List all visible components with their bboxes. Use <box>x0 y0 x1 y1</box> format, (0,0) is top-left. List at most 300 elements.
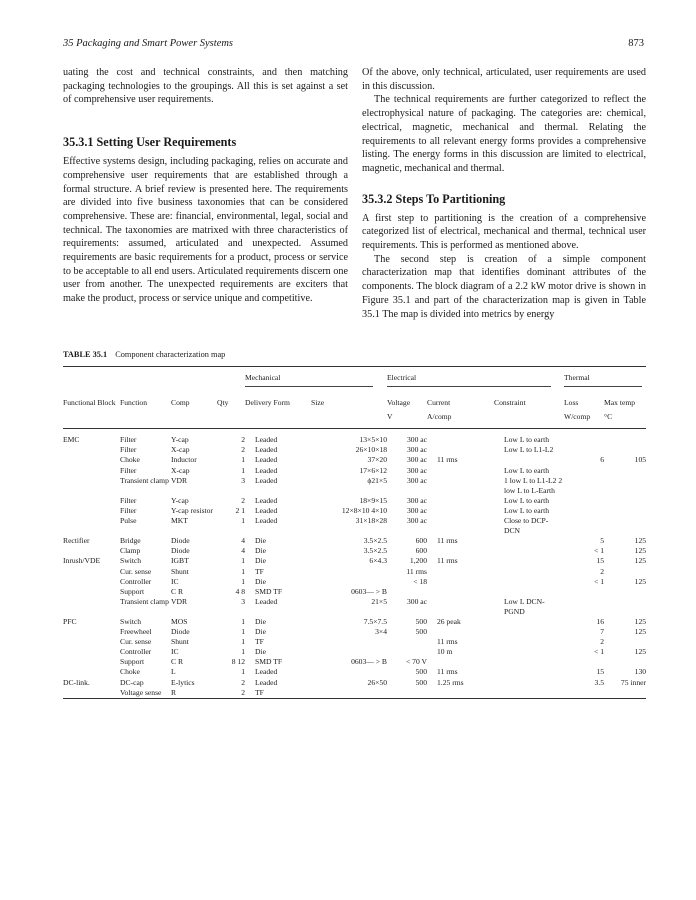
cell-current <box>427 577 494 587</box>
cell-delivery-form: Leaded <box>255 505 278 515</box>
table-units-row <box>63 408 646 429</box>
cell-comp: L <box>171 667 176 677</box>
paragraph: uating the cost and technical constraints, and then matching packaging technologies to the groupings. All this is set against a set of comprehensive user requirements. <box>63 67 348 106</box>
cell-max-temp <box>604 597 646 617</box>
header-chapter-title: 35 Packaging and Smart Power Systems <box>63 38 234 49</box>
paragraph: A first step to partitioning is the creation of a comprehensive categorized list of electrical, mechanical and thermal, technical user requirements. This is performed as mentioned above. <box>362 212 646 252</box>
cell-function: Pulse <box>120 516 137 526</box>
cell-functional-block: Inrush/VDE <box>63 556 101 566</box>
cell-comp: Diode <box>171 627 190 637</box>
col-header-function: Function <box>120 398 148 408</box>
table-caption <box>63 350 225 359</box>
cell-delivery-form: Die <box>255 556 266 566</box>
cell-voltage: 500 <box>415 616 427 626</box>
cell-loss: 15 <box>596 667 605 677</box>
cell-max-temp <box>604 445 646 455</box>
table-group-header-row <box>63 367 646 396</box>
cell-qty: 1 <box>241 576 245 586</box>
table-row <box>63 688 646 699</box>
cell-functional-block <box>63 667 120 677</box>
table-row <box>63 445 646 455</box>
cell-current <box>427 466 494 476</box>
paragraph: The technical requirements are further categorized to reflect the electrophysical nature of packaging. The categories are: chemical, electrical, magnetic, mechanical and thermal. Relating the requirements to all relevant energy forms provides a comprehensive listing. The energy forms in this discussion are limited to electrical, magnetic, mechanical and thermal. <box>362 94 646 174</box>
cell-function: Clamp <box>120 546 141 556</box>
cell-functional-block <box>63 466 120 476</box>
table-row <box>63 556 646 566</box>
cell-constraint: Low L to earth <box>504 505 550 515</box>
cell-loss <box>564 466 604 476</box>
cell-max-temp <box>604 506 646 516</box>
cell-qty: 2 <box>241 687 245 697</box>
cell-delivery-form: TF <box>255 566 264 576</box>
table-body <box>63 429 646 698</box>
table-row <box>63 637 646 647</box>
cell-voltage <box>387 688 427 699</box>
cell-size: 17×6×12 <box>359 465 387 475</box>
cell-delivery-form: Leaded <box>255 465 278 475</box>
cell-function: Switch <box>120 616 142 626</box>
cell-size <box>311 577 387 587</box>
cell-function: Bridge <box>120 536 141 546</box>
cell-max-temp: 130 <box>634 667 647 677</box>
paragraph: Of the above, only technical, articulated, user requirements are used in this discussion. <box>362 67 646 92</box>
cell-delivery-form: Leaded <box>255 596 278 606</box>
cell-function: Transient clamp <box>120 475 169 485</box>
cell-current: 11 rms <box>437 667 458 677</box>
cell-comp: C R <box>171 586 184 596</box>
cell-constraint <box>494 678 564 688</box>
cell-functional-block <box>63 506 120 516</box>
cell-functional-block <box>63 637 120 647</box>
table-row <box>63 536 646 546</box>
cell-constraint <box>494 556 564 566</box>
cell-constraint <box>494 688 564 699</box>
cell-constraint: Low L to earth <box>504 495 550 505</box>
cell-functional-block <box>63 445 120 455</box>
cell-current <box>427 496 494 506</box>
cell-size <box>311 688 387 699</box>
cell-delivery-form: Die <box>255 576 266 586</box>
cell-max-temp <box>604 466 646 476</box>
cell-delivery-form: SMD TF <box>255 657 283 667</box>
cell-function: DC-cap <box>120 677 144 687</box>
section-heading-steps-to-partitioning: 35.3.2 Steps To Partitioning <box>362 191 506 206</box>
cell-voltage: < 18 <box>413 576 427 586</box>
cell-qty: 4 <box>241 536 245 546</box>
table-row <box>63 466 646 476</box>
cell-constraint: Low L to earth <box>504 465 550 475</box>
cell-loss: 3.5 <box>594 677 605 687</box>
cell-current <box>427 506 494 516</box>
cell-loss: 6 <box>600 455 605 465</box>
table-row <box>63 678 646 688</box>
cell-voltage: 300 ac <box>406 455 427 465</box>
col-header-comp: Comp <box>171 398 190 408</box>
cell-size: 26×50 <box>367 677 387 687</box>
table-row <box>63 627 646 637</box>
table-row <box>63 567 646 577</box>
cell-function: Switch <box>120 556 142 566</box>
unit-voltage: V <box>387 412 393 422</box>
cell-functional-block <box>63 647 120 657</box>
cell-comp: Y-cap <box>171 495 189 505</box>
cell-comp: Diode <box>171 546 190 556</box>
cell-size: 12×8×10 4×10 <box>341 505 387 515</box>
cell-size: 3.5×2.5 <box>363 536 387 546</box>
cell-qty: 1 <box>241 465 245 475</box>
col-header-delivery-form: Delivery Form <box>245 398 290 408</box>
cell-voltage: 300 ac <box>406 445 427 455</box>
cell-voltage: 1,200 <box>409 556 427 566</box>
cell-qty: 1 <box>241 647 245 657</box>
col-header-loss: Loss <box>564 398 579 408</box>
cell-size: 18×9×15 <box>359 495 387 505</box>
table-row <box>63 546 646 556</box>
cell-delivery-form: Leaded <box>255 516 278 526</box>
cell-function: Controller <box>120 576 152 586</box>
cell-qty: 1 <box>241 556 245 566</box>
cell-comp: R <box>171 687 177 697</box>
cell-functional-block <box>63 688 120 699</box>
cell-comp: VDR <box>171 596 188 606</box>
cell-voltage: 300 ac <box>406 465 427 475</box>
cell-max-temp <box>604 587 646 597</box>
cell-size: 3.5×2.5 <box>363 546 387 556</box>
cell-delivery-form: Die <box>255 647 266 657</box>
cell-voltage: 500 <box>415 667 427 677</box>
cell-functional-block <box>63 476 120 496</box>
cell-qty: 2 <box>241 445 245 455</box>
cell-functional-block <box>63 597 120 617</box>
text-column-right <box>362 66 646 321</box>
cell-function: Filter <box>120 435 137 445</box>
table-row <box>63 506 646 516</box>
paragraph: Effective systems design, including packaging, relies on accurate and comprehensive user requirements that are established through a formal structure. A brief review is presented here. The requirements are divided into five business taxonomies that can be considered comprehensive. These are: financial, environmental, legal, social and technical. The taxonomies are matrixed with three characteristics of requirements: assumed, articulated and unexpected. Assumed requirements are basic requirements for a product, process or service to be acceptable to all end users. Articulated requirements discern one user from another. The unexpected requirements are exciters that make the product, process or service unique and competitive. <box>63 156 348 305</box>
cell-loss <box>564 496 604 506</box>
cell-size: 37×20 <box>367 455 387 465</box>
cell-constraint <box>494 546 564 556</box>
table-row <box>63 647 646 657</box>
cell-comp: X-cap <box>171 445 190 455</box>
cell-qty: 1 <box>241 516 245 526</box>
cell-delivery-form: Leaded <box>255 495 278 505</box>
cell-loss <box>564 597 604 617</box>
table-caption-label: TABLE 35.1 <box>63 350 108 359</box>
cell-current <box>427 688 494 699</box>
cell-size: 0603— > B <box>351 657 387 667</box>
cell-comp: Shunt <box>171 637 189 647</box>
table-row <box>63 597 646 617</box>
cell-voltage: 600 <box>415 536 427 546</box>
cell-delivery-form: TF <box>255 637 264 647</box>
cell-constraint <box>494 536 564 546</box>
cell-qty: 1 <box>241 667 245 677</box>
cell-qty: 1 <box>241 616 245 626</box>
cell-max-temp: 125 <box>634 556 647 566</box>
cell-current <box>427 476 494 496</box>
cell-functional-block <box>63 516 120 536</box>
cell-max-temp <box>604 637 646 647</box>
cell-max-temp <box>604 567 646 577</box>
cell-delivery-form: SMD TF <box>255 586 283 596</box>
cell-size: 7.5×7.5 <box>363 616 387 626</box>
cell-loss <box>564 476 604 496</box>
cell-qty: 2 <box>241 435 245 445</box>
col-header-constraint: Constraint <box>494 398 526 408</box>
cell-qty: 1 <box>241 637 245 647</box>
cell-delivery-form: Die <box>255 546 266 556</box>
table-row <box>63 496 646 506</box>
cell-delivery-form: Leaded <box>255 435 278 445</box>
cell-comp: Diode <box>171 536 190 546</box>
cell-current: 11 rms <box>437 455 458 465</box>
cell-size: 13×5×10 <box>359 435 387 445</box>
col-header-qty: Qty <box>217 398 229 408</box>
cell-delivery-form: Leaded <box>255 455 278 465</box>
cell-functional-block <box>63 577 120 587</box>
cell-size: ϕ21×5 <box>367 475 387 485</box>
cell-voltage <box>387 637 427 647</box>
cell-constraint: Low L DCN-PGND <box>504 596 545 616</box>
cell-function: Filter <box>120 445 137 455</box>
cell-constraint <box>494 647 564 657</box>
cell-constraint <box>494 657 564 667</box>
cell-loss <box>564 429 604 446</box>
cell-qty: 1 <box>241 455 245 465</box>
cell-comp: IC <box>171 647 179 657</box>
cell-comp: Shunt <box>171 566 189 576</box>
col-header-current: Current <box>427 398 451 408</box>
group-electrical: Electrical <box>387 373 551 387</box>
table-row <box>63 577 646 587</box>
cell-loss: 5 <box>600 536 605 546</box>
cell-functional-block: EMC <box>63 435 80 445</box>
cell-voltage <box>387 587 427 597</box>
cell-current: 11 rms <box>437 536 458 546</box>
table-column-header-row <box>63 395 646 408</box>
cell-voltage: 600 <box>415 546 427 556</box>
cell-size: 31×18×28 <box>355 516 387 526</box>
cell-current: 11 rms <box>437 637 458 647</box>
table-row <box>63 516 646 536</box>
cell-size: 21×5 <box>371 596 387 606</box>
cell-max-temp: 125 <box>634 546 647 556</box>
cell-voltage: 300 ac <box>406 596 427 606</box>
unit-temp: °C <box>604 412 613 422</box>
cell-constraint <box>494 617 564 627</box>
cell-qty: 4 <box>241 546 245 556</box>
cell-max-temp: 125 <box>634 536 647 546</box>
cell-size: 0603— > B <box>351 586 387 596</box>
cell-loss <box>564 506 604 516</box>
cell-max-temp <box>604 688 646 699</box>
cell-qty: 8 12 <box>231 657 245 667</box>
cell-comp: MKT <box>171 516 188 526</box>
cell-max-temp <box>604 657 646 667</box>
cell-qty: 4 8 <box>235 586 245 596</box>
col-header-voltage: Voltage <box>387 398 411 408</box>
cell-max-temp <box>604 476 646 496</box>
cell-function: Freewheel <box>120 627 152 637</box>
cell-loss <box>564 587 604 597</box>
cell-loss: 7 <box>600 627 605 637</box>
page-number: 873 <box>628 38 644 49</box>
cell-voltage: 300 ac <box>406 505 427 515</box>
cell-functional-block: DC-link. <box>63 677 90 687</box>
cell-qty: 3 <box>241 596 245 606</box>
cell-functional-block <box>63 587 120 597</box>
running-header <box>63 38 644 52</box>
cell-delivery-form: Die <box>255 536 266 546</box>
table-row <box>63 455 646 465</box>
cell-loss: 2 <box>600 637 605 647</box>
cell-constraint: Close to DCP-DCN <box>504 516 549 536</box>
cell-max-temp: 125 <box>634 647 647 657</box>
section-heading-setting-user-requirements: 35.3.1 Setting User Requirements <box>63 135 237 150</box>
cell-comp: VDR <box>171 475 188 485</box>
cell-current <box>427 567 494 577</box>
cell-function: Filter <box>120 505 137 515</box>
cell-constraint: Low L to L1-L2 <box>504 445 554 455</box>
table-row <box>63 476 646 496</box>
cell-qty: 2 <box>241 677 245 687</box>
cell-current <box>427 587 494 597</box>
cell-size <box>311 637 387 647</box>
cell-function: Support <box>120 657 145 667</box>
component-characterization-table <box>63 366 646 699</box>
table-caption-text: Component characterization map <box>115 350 226 359</box>
cell-qty: 3 <box>241 475 245 485</box>
cell-functional-block <box>63 567 120 577</box>
cell-delivery-form: Leaded <box>255 667 278 677</box>
cell-constraint <box>494 577 564 587</box>
cell-comp: C R <box>171 657 184 667</box>
cell-loss: 15 <box>596 556 605 566</box>
cell-current <box>427 429 494 446</box>
cell-loss <box>564 688 604 699</box>
cell-function: Choke <box>120 667 140 677</box>
cell-loss <box>564 657 604 667</box>
paragraph: The second step is creation of a simple component characterization map that identifies dominant attributes of the components. The block diagram of a 2.2 kW motor drive is shown in Figure 35.1 and part of the characterization map is given in Table 35.1 The map is divided into metrics by energy <box>362 253 646 320</box>
cell-constraint <box>494 667 564 677</box>
cell-delivery-form: Die <box>255 627 266 637</box>
cell-functional-block <box>63 627 120 637</box>
col-header-functional-block: Functional Block <box>63 398 116 408</box>
cell-functional-block: PFC <box>63 616 77 626</box>
cell-qty: 2 1 <box>235 505 245 515</box>
col-header-max-temp: Max temp <box>604 398 636 408</box>
cell-size: 6×4.3 <box>369 556 387 566</box>
cell-current: 1.25 rms <box>437 677 464 687</box>
cell-max-temp: 125 <box>634 627 647 637</box>
cell-delivery-form: Die <box>255 616 266 626</box>
cell-delivery-form: Leaded <box>255 475 278 485</box>
cell-constraint <box>494 455 564 465</box>
cell-voltage: 300 ac <box>406 435 427 445</box>
table-row <box>63 657 646 667</box>
text-column-left <box>63 66 348 306</box>
cell-voltage: 500 <box>415 627 427 637</box>
cell-functional-block <box>63 455 120 465</box>
table-row <box>63 587 646 597</box>
cell-voltage: < 70 V <box>405 657 427 667</box>
cell-size: 26×10×18 <box>355 445 387 455</box>
cell-current <box>427 627 494 637</box>
cell-constraint: Low L to earth <box>504 435 550 445</box>
cell-max-temp <box>604 496 646 506</box>
cell-comp: Y-cap resistor <box>171 505 213 515</box>
cell-max-temp: 105 <box>634 455 647 465</box>
cell-voltage: 11 rms <box>406 566 427 576</box>
cell-current <box>427 516 494 536</box>
cell-size <box>311 647 387 657</box>
cell-current: 11 rms <box>437 556 458 566</box>
cell-voltage: 300 ac <box>406 495 427 505</box>
cell-size <box>311 667 387 677</box>
cell-functional-block <box>63 657 120 667</box>
cell-constraint <box>494 587 564 597</box>
cell-max-temp <box>604 516 646 536</box>
cell-current: 10 m <box>437 647 453 657</box>
group-mechanical: Mechanical <box>245 373 373 387</box>
cell-function: Filter <box>120 465 137 475</box>
cell-constraint <box>494 567 564 577</box>
cell-delivery-form: Leaded <box>255 445 278 455</box>
cell-size: 3×4 <box>375 627 387 637</box>
cell-constraint: 1 low L to L1-L2 2 low L to L-Earth <box>504 475 563 495</box>
cell-max-temp: 125 <box>634 576 647 586</box>
cell-function: Cur. sense <box>120 637 152 647</box>
cell-function: Choke <box>120 455 140 465</box>
cell-function: Transient clamp <box>120 596 169 606</box>
cell-voltage <box>387 647 427 657</box>
cell-voltage: 300 ac <box>406 475 427 485</box>
cell-current <box>427 445 494 455</box>
cell-max-temp <box>604 429 646 446</box>
cell-comp: X-cap <box>171 465 190 475</box>
cell-max-temp: 125 <box>634 616 647 626</box>
cell-functional-block: Rectifier <box>63 536 90 546</box>
cell-loss: < 1 <box>594 546 605 556</box>
cell-comp: IGBT <box>171 556 189 566</box>
cell-function: Controller <box>120 647 152 657</box>
cell-comp: MOS <box>171 616 188 626</box>
cell-function: Support <box>120 586 145 596</box>
cell-constraint <box>494 627 564 637</box>
cell-functional-block <box>63 496 120 506</box>
cell-loss: 2 <box>600 566 605 576</box>
col-header-size: Size <box>311 398 325 408</box>
cell-current <box>427 597 494 617</box>
cell-function: Cur. sense <box>120 566 152 576</box>
unit-loss: W/comp <box>564 412 591 422</box>
cell-voltage: 300 ac <box>406 516 427 526</box>
cell-comp: Y-cap <box>171 435 189 445</box>
cell-functional-block <box>63 546 120 556</box>
cell-delivery-form: TF <box>255 687 264 697</box>
cell-max-temp: 75 inner <box>620 677 647 687</box>
cell-current: 26 peak <box>437 616 461 626</box>
cell-loss: 16 <box>596 616 605 626</box>
cell-comp: E-lytics <box>171 677 195 687</box>
cell-comp: Inductor <box>171 455 197 465</box>
cell-loss <box>564 445 604 455</box>
cell-loss: < 1 <box>594 647 605 657</box>
cell-size <box>311 567 387 577</box>
cell-function: Filter <box>120 495 137 505</box>
cell-delivery-form: Leaded <box>255 677 278 687</box>
cell-voltage: 500 <box>415 677 427 687</box>
